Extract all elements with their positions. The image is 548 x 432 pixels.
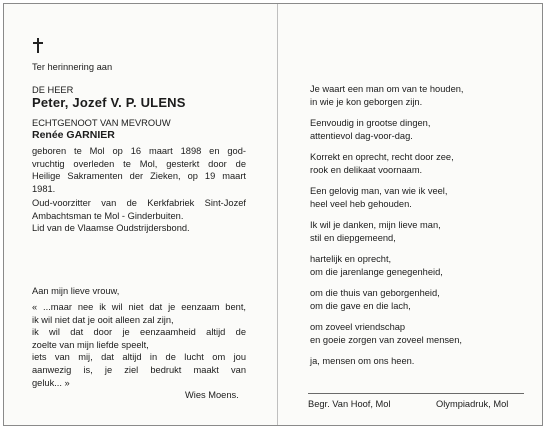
poem-line: Korrekt en oprecht, recht door zee, [310, 152, 454, 162]
poem-line: hartelijk en oprecht, [310, 254, 392, 264]
bio-line: 1981. [32, 183, 56, 194]
roles [32, 197, 246, 235]
poem-line: Je waart een man om van te houden, [310, 84, 464, 94]
quote-line: ik wil niet dat je ooit alleen zal zijn, [32, 314, 174, 325]
quote-line: zoelte van mijn liefde speelt, [32, 339, 149, 350]
funeral-director: Begr. Van Hoof, Mol [308, 399, 391, 409]
poem-line: attentievol dag-voor-dag. [310, 131, 413, 141]
quote [32, 301, 246, 389]
quote-line: « ...maar nee ik wil niet dat je eenzaam bent, [32, 302, 246, 312]
poem-line: om die gave en die lach, [310, 301, 411, 311]
intro-text: Ter herinnering aan [32, 62, 113, 72]
role-line: Lid van de Vlaamse Oudstrijdersbond. [32, 223, 190, 234]
bio-line: geboren te Mol op 16 maart 1898 en god- [32, 146, 246, 156]
cross-icon [32, 38, 44, 53]
role-line: Oud-voorzitter van de Kerkfabriek Sint-Jozef [32, 198, 246, 208]
poem-line: stil en diepgemeend, [310, 233, 396, 243]
poem-line: in wie je kon geborgen zijn. [310, 97, 423, 107]
poem-line: ja, mensen om ons heen. [310, 356, 415, 366]
center-fold [277, 4, 278, 425]
quote-author: Wies Moens. [185, 390, 239, 400]
poem-line: en goeie zorgen van zoveel mensen, [310, 335, 462, 345]
quote-line: geluk... » [32, 377, 70, 388]
poem-line: Een gelovig man, van wie ik veel, [310, 186, 448, 196]
quote-line: aanwezig is, je ziel bedrukt maakt van [32, 364, 246, 375]
title-text: DE HEER [32, 85, 74, 95]
greeting: Aan mijn lieve vrouw, [32, 286, 120, 296]
footer-rule [308, 393, 524, 394]
role-line: Ambachtsman te Mol - Ginderbuiten. [32, 210, 184, 221]
spouse-name: Renée GARNIER [32, 129, 115, 141]
poem-line: om zoveel vriendschap [310, 322, 406, 332]
quote-line: ik wil dat door je eenzaamheid altijd de [32, 327, 246, 338]
poem-line: rook en delikaat voornaam. [310, 165, 423, 175]
biography [32, 145, 246, 195]
printer-credit: Olympiadruk, Mol [436, 399, 509, 409]
poem-line: Eenvoudig in grootse dingen, [310, 118, 431, 128]
deceased-name: Peter, Jozef V. P. ULENS [32, 95, 186, 110]
poem-line: om die thuis van geborgenheid, [310, 288, 440, 298]
bio-line: Heilige Sakramenten der Zieken, op 19 maart [32, 171, 246, 182]
spouse-label: ECHTGENOOT VAN MEVROUW [32, 118, 171, 128]
poem-line: om die jarenlange genegenheid, [310, 267, 443, 277]
memorial-card [3, 3, 543, 426]
quote-line: iets van mij, dat altijd in de lucht om jou [32, 352, 246, 363]
bio-line: vruchtig overleden te Mol, gesterkt door de [32, 158, 246, 169]
poem-line: Ik wil je danken, mijn lieve man, [310, 220, 441, 230]
poem-line: heel veel heb gehouden. [310, 199, 412, 209]
